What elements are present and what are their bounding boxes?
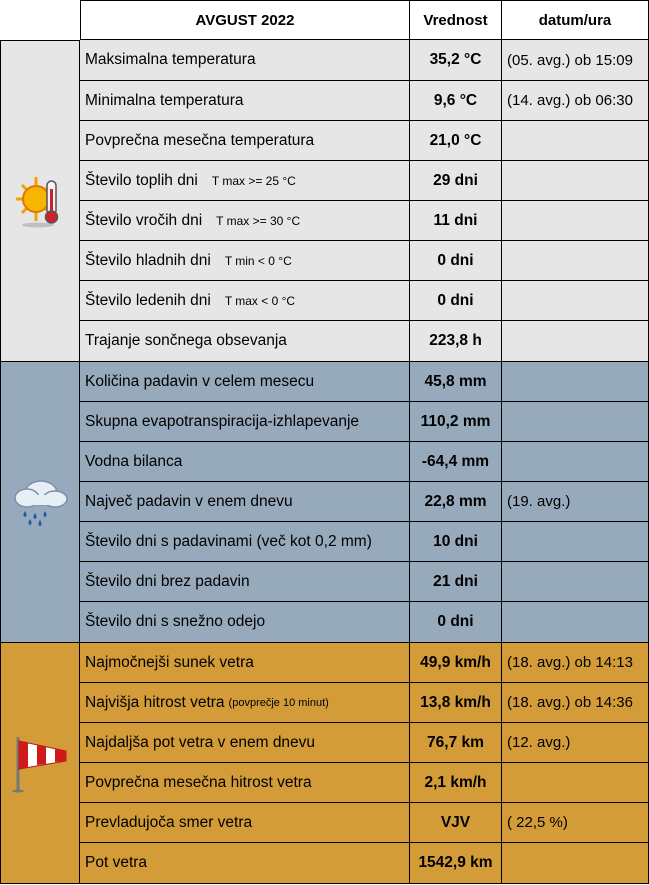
row-label-text: Količina padavin v celem mesecu (85, 372, 315, 390)
temperature-row-label (80, 81, 410, 121)
precipitation-row-label (80, 402, 410, 442)
wind-row-value: 2,1 km/h (410, 763, 502, 803)
precipitation-row-label (80, 482, 410, 522)
temperature-row-datetime (502, 281, 649, 321)
temperature-row-label (80, 321, 410, 362)
row-label-note: T min < 0 °C (224, 253, 292, 268)
temperature-row-datetime (502, 201, 649, 241)
precipitation-row-datetime (502, 362, 649, 402)
temperature-row-datetime (502, 321, 649, 362)
precipitation-row-datetime: (19. avg.) (502, 482, 649, 522)
row-label-text: Minimalna temperatura (85, 91, 244, 109)
row-label-text: Trajanje sončnega obsevanja (85, 332, 287, 349)
temperature-row-value: 9,6 °C (410, 81, 502, 121)
wind-row-label (80, 843, 410, 884)
row-label-text: Število dni s snežno odejo (85, 613, 266, 630)
table-header (0, 0, 649, 40)
row-label-text: Najvišja hitrost vetra (85, 693, 225, 711)
temperature-row-datetime: (05. avg.) ob 15:09 (502, 40, 649, 81)
wind-row-datetime (502, 843, 649, 884)
wind-row-label (80, 683, 410, 723)
temperature-row-label (80, 241, 410, 281)
row-label-text: Število dni s padavinami (več kot 0,2 mm) (85, 532, 372, 550)
row-label-text: Povprečna mesečna hitrost vetra (85, 773, 312, 791)
row-label-text: Skupna evapotranspiracija-izhlapevanje (85, 412, 360, 430)
windsock-icon (10, 733, 70, 793)
row-label-note: (povprečje 10 minut) (228, 696, 329, 709)
wind-row-value: 76,7 km (410, 723, 502, 763)
temperature-row-datetime: (14. avg.) ob 06:30 (502, 81, 649, 121)
temperature-row-label (80, 201, 410, 241)
precipitation-row-label (80, 602, 410, 643)
temperature-row-value: 21,0 °C (410, 121, 502, 161)
wind-row-label (80, 803, 410, 843)
wind-row-value: 49,9 km/h (410, 643, 502, 683)
temperature-row-label (80, 40, 410, 81)
wind-section-icon-cell (0, 643, 80, 884)
precipitation-row-datetime (502, 402, 649, 442)
temperature-row-value: 35,2 °C (410, 40, 502, 81)
sun-thermometer-icon (12, 173, 68, 229)
row-label-note: T max < 0 °C (224, 293, 296, 308)
header-datetime: datum/ura (502, 0, 649, 40)
row-label-text: Vodna bilanca (85, 452, 183, 470)
row-label-text: Prevladujoča smer vetra (85, 813, 253, 831)
precipitation-row-value: 110,2 mm (410, 402, 502, 442)
header-month: AVGUST 2022 (80, 0, 410, 40)
precipitation-row-datetime (502, 562, 649, 602)
precipitation-row-datetime (502, 522, 649, 562)
wind-row-label (80, 643, 410, 683)
wind-row-datetime: (18. avg.) ob 14:13 (502, 643, 649, 683)
temperature-row-value: 29 dni (410, 161, 502, 201)
temperature-row-datetime (502, 121, 649, 161)
row-label-text: Število toplih dni (85, 171, 198, 189)
temperature-row-datetime (502, 161, 649, 201)
precipitation-row-label (80, 562, 410, 602)
precipitation-row-value: 10 dni (410, 522, 502, 562)
precipitation-row-label (80, 442, 410, 482)
row-label-text: Najdaljša pot vetra v enem dnevu (85, 733, 316, 751)
row-label-text: Število dni brez padavin (85, 572, 250, 590)
row-label-note: T max >= 30 °C (216, 213, 301, 228)
row-label-text: Število vročih dni (85, 211, 203, 229)
row-label-text: Pot vetra (85, 854, 148, 871)
precipitation-row-value: 21 dni (410, 562, 502, 602)
temperature-section-icon-cell (0, 40, 80, 362)
temperature-row-value: 223,8 h (410, 321, 502, 362)
wind-row-label (80, 763, 410, 803)
wind-row-value: 1542,9 km (410, 843, 502, 884)
row-label-text: Število hladnih dni (85, 251, 211, 269)
temperature-row-value: 11 dni (410, 201, 502, 241)
precipitation-row-label (80, 362, 410, 402)
wind-row-datetime: (18. avg.) ob 14:36 (502, 683, 649, 723)
precipitation-row-datetime (502, 442, 649, 482)
row-label-text: Najmočnejši sunek vetra (85, 653, 254, 671)
precipitation-row-value: 45,8 mm (410, 362, 502, 402)
row-label-text: Maksimalna temperatura (85, 51, 256, 68)
temperature-row-label (80, 121, 410, 161)
precipitation-row-label (80, 522, 410, 562)
temperature-row-datetime (502, 241, 649, 281)
wind-row-datetime (502, 763, 649, 803)
temperature-row-value: 0 dni (410, 281, 502, 321)
row-label-text: Število ledenih dni (85, 291, 211, 309)
wind-row-value: 13,8 km/h (410, 683, 502, 723)
precipitation-row-value: -64,4 mm (410, 442, 502, 482)
temperature-row-label (80, 281, 410, 321)
row-label-note: T max >= 25 °C (211, 173, 296, 188)
header-value: Vrednost (410, 0, 502, 40)
precipitation-row-datetime (502, 602, 649, 643)
row-label-text: Povprečna mesečna temperatura (85, 131, 315, 149)
precipitation-row-value: 0 dni (410, 602, 502, 643)
wind-row-datetime: ( 22,5 %) (502, 803, 649, 843)
precipitation-section-icon-cell (0, 362, 80, 643)
row-label-text: Največ padavin v enem dnevu (85, 492, 293, 510)
precipitation-row-value: 22,8 mm (410, 482, 502, 522)
temperature-row-value: 0 dni (410, 241, 502, 281)
rain-cloud-icon (11, 477, 69, 527)
wind-row-label (80, 723, 410, 763)
temperature-row-label (80, 161, 410, 201)
wind-row-datetime: (12. avg.) (502, 723, 649, 763)
wind-row-value: VJV (410, 803, 502, 843)
